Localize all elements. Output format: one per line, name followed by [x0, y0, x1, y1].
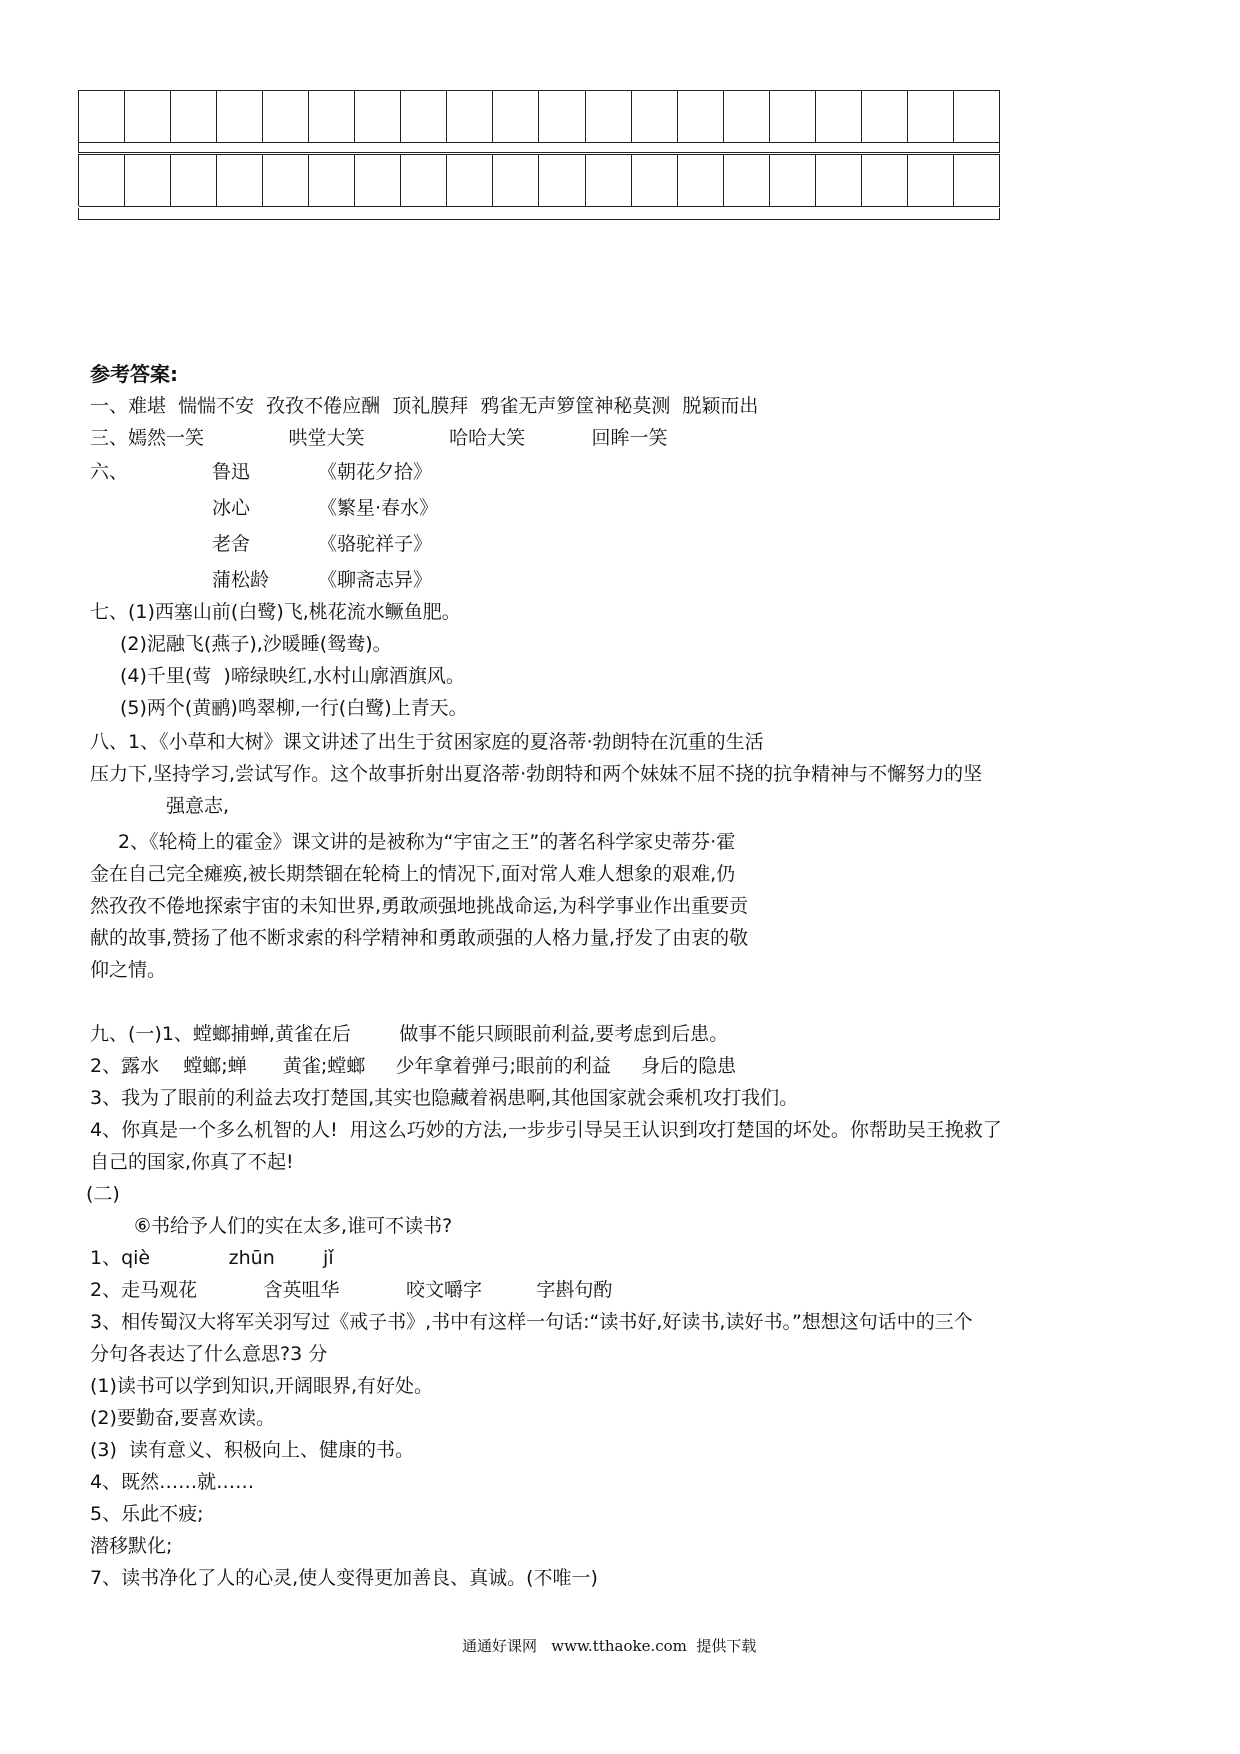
- book: 《骆驼祥子》: [318, 533, 433, 555]
- grid-cell: [954, 155, 1000, 207]
- grid-cell: [908, 155, 954, 207]
- grid-cell: [309, 91, 355, 143]
- answer-q9-4b: 自己的国家,你真了不起!: [90, 1151, 294, 1173]
- grid-cell: [586, 155, 632, 207]
- answer-q9-4a: 4、你真是一个多么机智的人! 用这么巧妙的方法,一步步引导吴王认识到攻打楚国的坏处。你帮助吴王挽救了: [90, 1119, 1002, 1141]
- grid-cell: [171, 91, 217, 143]
- answer-q8-2c: 然孜孜不倦地探索宇宙的未知世界,勇敢顽强地挑战命运,为科学事业作出重要贡: [90, 895, 749, 917]
- grid-cell: [493, 91, 539, 143]
- answer-q8-2e: 仰之情。: [90, 959, 167, 981]
- author: 鲁迅: [212, 461, 251, 483]
- book: 《朝花夕拾》: [318, 461, 433, 483]
- book: 《繁星·春水》: [318, 497, 439, 519]
- answer-q7-5: (5)两个(黄鹂)鸣翠柳,一行(白鹭)上青天。: [120, 697, 468, 719]
- answer-q9-b2: 2、走马观花 含英咀华 咬文嚼字 字斟句酌: [90, 1279, 613, 1301]
- answer-q7-4: (4)千里(莺 )啼绿映红,水村山廓酒旗风。: [120, 665, 465, 687]
- grid-cell: [309, 155, 355, 207]
- answer-q9-2: 2、露水 螳螂;蝉 黄雀;螳螂 少年拿着弹弓;眼前的利益 身后的隐患: [90, 1055, 737, 1077]
- grid-cell: [908, 91, 954, 143]
- answer-q8-2b: 金在自己完全瘫痪,被长期禁锢在轮椅上的情况下,面对常人难人想象的艰难,仍: [90, 863, 736, 885]
- grid-cell: [632, 155, 678, 207]
- grid-cell: [263, 155, 309, 207]
- book: 《聊斋志异》: [318, 569, 433, 591]
- grid-cell: [632, 91, 678, 143]
- answer-q9-1: 九、(一)1、螳螂捕蝉,黄雀在后 做事不能只顾眼前利益,要考虑到后患。: [90, 1023, 729, 1045]
- grid-cell: [355, 155, 401, 207]
- answer-q9-b1: 1、qiè zhūn jǐ: [90, 1247, 334, 1269]
- author: 老舍: [212, 533, 251, 555]
- grid-cell: [447, 91, 493, 143]
- answer-q9-b3-2: (2)要勤奋,要喜欢读。: [90, 1407, 275, 1429]
- answer-q9-b3b: 分句各表达了什么意思?3 分: [90, 1343, 328, 1365]
- grid-cell: [401, 91, 447, 143]
- answer-q8-2d: 献的故事,赞扬了他不断求索的科学精神和勇敢顽强的人格力量,抒发了由衷的敬: [90, 927, 749, 949]
- grid-cell: [539, 91, 585, 143]
- grid-cell: [724, 155, 770, 207]
- answer-q9-3: 3、我为了眼前的利益去攻打楚国,其实也隐藏着祸患啊,其他国家就会乘机攻打我们。: [90, 1087, 799, 1109]
- answer-q9-b6: ⑥书给予人们的实在太多,谁可不读书?: [134, 1215, 453, 1237]
- answer-q8-1a: 八、1、《小草和大树》课文讲述了出生于贫困家庭的夏洛蒂·勃朗特在沉重的生活: [90, 731, 764, 753]
- answer-q9-b3-1: (1)读书可以学到知识,开阔眼界,有好处。: [90, 1375, 433, 1397]
- answer-q9-b4: 4、既然……就……: [90, 1471, 255, 1493]
- grid-cell: [770, 155, 816, 207]
- grid-cell: [770, 91, 816, 143]
- answer-q9-b7: 7、读书净化了人的心灵,使人变得更加善良、真诚。(不唯一): [90, 1567, 598, 1589]
- author: 冰心: [212, 497, 251, 519]
- grid-cell: [79, 91, 125, 143]
- grid-cell: [79, 155, 125, 207]
- answer-q9-part2: (二): [86, 1183, 120, 1205]
- writing-grid-gap-1: [78, 141, 1000, 153]
- grid-cell: [539, 155, 585, 207]
- answer-q9-b5: 5、乐此不疲;: [90, 1503, 204, 1525]
- grid-cell: [125, 91, 171, 143]
- writing-grid-row-2: [78, 154, 1000, 206]
- grid-cell: [586, 91, 632, 143]
- grid-cell: [447, 155, 493, 207]
- answer-q3: 三、嫣然一笑 哄堂大笑 哈哈大笑 回眸一笑: [90, 427, 668, 449]
- grid-cell: [862, 155, 908, 207]
- answer-title: 参考答案:: [90, 362, 178, 386]
- grid-cell: [862, 91, 908, 143]
- author: 蒲松龄: [212, 569, 270, 591]
- answer-q6-label: 六、: [90, 461, 129, 483]
- answer-q8-1c: 强意志,: [166, 795, 230, 817]
- grid-cell: [816, 91, 862, 143]
- grid-cell: [816, 155, 862, 207]
- grid-cell: [724, 91, 770, 143]
- answer-q1: 一、难堪 惴惴不安 孜孜不倦应酬 顶礼膜拜 鸦雀无声箩筐神秘莫测 脱颖而出: [90, 395, 759, 417]
- grid-cell: [125, 155, 171, 207]
- grid-cell: [217, 155, 263, 207]
- grid-cell: [493, 155, 539, 207]
- answer-q9-b5b: 潜移默化;: [90, 1535, 173, 1557]
- writing-grid-row-1: [78, 90, 1000, 142]
- answer-q7-2: (2)泥融飞(燕子),沙暖睡(鸳鸯)。: [120, 633, 392, 655]
- writing-grid-gap-2: [78, 208, 1000, 220]
- grid-cell: [401, 155, 447, 207]
- grid-cell: [171, 155, 217, 207]
- grid-cell: [263, 91, 309, 143]
- answer-q8-2a: 2、《轮椅上的霍金》课文讲的是被称为“宇宙之王”的著名科学家史蒂芬·霍: [118, 831, 736, 853]
- answer-q9-b3-3: (3) 读有意义、积极向上、健康的书。: [90, 1439, 414, 1461]
- answer-q7-1: 七、(1)西塞山前(白鹭)飞,桃花流水鳜鱼肥。: [90, 601, 461, 623]
- page-footer: 通通好课网 www.tthaoke.com 提供下载: [462, 1637, 757, 1655]
- grid-cell: [678, 155, 724, 207]
- grid-cell: [678, 91, 724, 143]
- grid-cell: [217, 91, 263, 143]
- grid-cell: [355, 91, 401, 143]
- grid-cell: [954, 91, 1000, 143]
- answer-q9-b3a: 3、相传蜀汉大将军关羽写过《戒子书》,书中有这样一句话:“读书好,好读书,读好书。”想想这句话中的三个: [90, 1311, 973, 1333]
- answer-q8-1b: 压力下,坚持学习,尝试写作。这个故事折射出夏洛蒂·勃朗特和两个妹妹不屈不挠的抗争精神与不懈努力的坚: [90, 763, 983, 785]
